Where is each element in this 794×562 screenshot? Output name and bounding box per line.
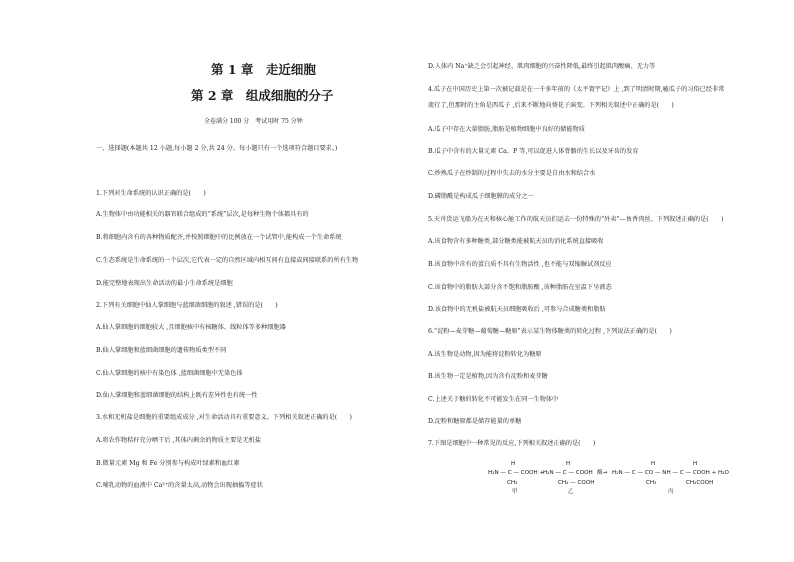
question-2-option-a: A.仙人掌细胞的细胞较大 ,且细胞核中有核糖体、线粒体等多种细胞器	[96, 324, 286, 331]
question-3-option-b: B.微量元素 Mg 和 Fe 分别参与构成叶绿素和血红素	[96, 460, 240, 467]
question-3-stem: 3.水和无机盐是细胞的重要组成成分 ,对生命活动具有重要意义。下列相关叙述正确的是( )	[96, 414, 352, 421]
question-1-stem: 1.下列对生命系统的认识正确的是( )	[96, 190, 206, 197]
product-top-h-1: H	[651, 461, 656, 467]
section1-heading: 一、选择题(本题共 12 小题,每小题 2 分,共 24 分。每小题只有一个选项符合题目要求。)	[96, 145, 338, 152]
question-5-option-b: B.该食物中含有的蛋白质不具有生物活性 ,也不能与双缩脲试剂反应	[428, 261, 612, 268]
question-5-option-c: C.该食物中的脂肪大部分含不饱和脂肪酸 ,该种脂肪在室温下呈液态	[428, 284, 612, 291]
question-4-option-a: A.瓜子中存在大量脂肪,脂肪是植物细胞中良好的储能物质	[428, 126, 585, 133]
question-2-option-b: B.仙人掌细胞和蓝细菌细胞的遗传物质类型不同	[96, 347, 227, 354]
question-6-option-d: D.淀粉和糖原都是储存能量的单糖	[428, 418, 522, 425]
question-5-option-a: A.该食物含有多种糖类,部分糖类能被航天员的消化系统直接吸收	[428, 238, 604, 245]
product-side-chain-2: CH₂COOH	[686, 480, 714, 486]
reactant-2-side-chain: CH₂ — COOH	[558, 480, 595, 486]
chapter2-title: 第 2 章 组成细胞的分子	[191, 88, 334, 103]
exam-info: 全卷满分 100 分 考试用时 75 分钟	[204, 118, 303, 125]
reactant-2-formula: H₂N — C — COOH	[543, 470, 593, 476]
product-top-h-2: H	[693, 461, 698, 467]
question-4-stem-line2: 流行了,但那时的主角是西瓜子 ,后来不断地向葵花子演变。下列相关叙述中正确的是( )	[428, 102, 674, 109]
question-3-option-a: A.将农作物秸秆充分晒干后 ,其体内剩余的物质主要是无机盐	[96, 437, 262, 444]
question-4-option-c: C.炒熟瓜子在炒制的过程中失去的水分主要是自由水和结合水	[428, 170, 596, 177]
question-6-option-a: A.该生物是动物,因为能将淀粉转化为糖原	[428, 351, 542, 358]
chapter1-title: 第 1 章 走近细胞	[211, 62, 316, 77]
question-4-stem-line1: 4.瓜子在中国历史上第一次被记载是在一千多年前的《太平寰宇记》上 ,到了明清时期,嗑瓜子的习俗已经非常	[428, 86, 725, 93]
product-formula: H₂N — C — CO — NH — C — COOH + H₂O	[612, 470, 729, 476]
question-3-option-c: C.哺乳动物的血液中 Ca²⁺的含量太高,动物会出现抽搐等症状	[96, 482, 263, 489]
question-6-stem: 6.“淀粉—麦芽糖—葡萄糖—糖原”表示某生物体糖类的转化过程 ,下列说法正确的是( )	[428, 328, 672, 335]
label-bing: 丙	[668, 489, 674, 495]
label-jia: 甲	[512, 489, 518, 495]
reactant-1-side-chain: CH₃	[507, 480, 518, 486]
question-7-stem: 7.下图是细胞中一种常见的反应,下列相关叙述正确的是( )	[428, 440, 596, 447]
peptide-reaction-diagram	[488, 461, 738, 497]
reactant-1-formula: H₂N — C — COOH +	[488, 470, 545, 476]
question-1-option-c: C.生态系统是生命系统的一个层次,它代表一定的自然区域内相互间有直接或间接联系的所有生物	[96, 257, 359, 264]
question-1-option-d: D.能完整地表现出生命活动的最小生命系统是细胞	[96, 280, 233, 287]
question-4-option-d: D.磷脂酰是构成瓜子细胞膜的成分之一	[428, 193, 534, 200]
question-6-option-c: C.上述关于糖的转化不可能发生在同一生物体中	[428, 396, 559, 403]
question-1-option-a: A.生物体中由功能相关的器官联合组成的“系统”层次,是每种生物个体都具有的	[96, 211, 309, 218]
question-2-option-c: C.仙人掌细胞的核中有染色体 ,蓝细菌细胞中无染色体	[96, 370, 243, 377]
question-3-option-d: D.人体内 Na⁺缺乏会引起神经、肌肉细胞的兴奋性降低,最终引起肌肉酸痛、无力等	[428, 63, 656, 70]
question-5-option-d: D.该食物中的无机盐被航天员细胞吸收后 ,可参与合成糖类和脂肪	[428, 306, 606, 313]
reaction-arrow: 酶→	[597, 470, 608, 476]
question-1-option-b: B.将细胞内含有的各种物质配齐,并按照细胞中的比例放在一个试管中,能构成一个生命系统	[96, 234, 342, 241]
question-2-stem: 2.下列有关细胞中仙人掌细胞与蓝细菌细胞的叙述 ,错误的是( )	[96, 302, 278, 309]
question-2-option-d: D.仙人掌细胞和蓝细菌细胞的结构上既有差异性也有统一性	[96, 392, 258, 399]
label-yi: 乙	[568, 489, 574, 495]
question-5-stem: 5.天舟货运飞船为在天和核心舱工作的航天员们运去一份特殊的“外卖”—鱼香肉丝。下列叙述正确的是( )	[428, 216, 724, 223]
product-side-chain-1: CH₃	[646, 480, 657, 486]
question-4-option-b: B.瓜子中含有的大量元素 Ca、P 等,可以促进人体骨骼的生长以及牙齿的发育	[428, 148, 639, 155]
question-6-option-b: B.该生物一定是植物,因为含有淀粉和麦芽糖	[428, 373, 548, 380]
reactant-1-top-h: H	[511, 461, 516, 467]
reactant-2-top-h: H	[566, 461, 571, 467]
